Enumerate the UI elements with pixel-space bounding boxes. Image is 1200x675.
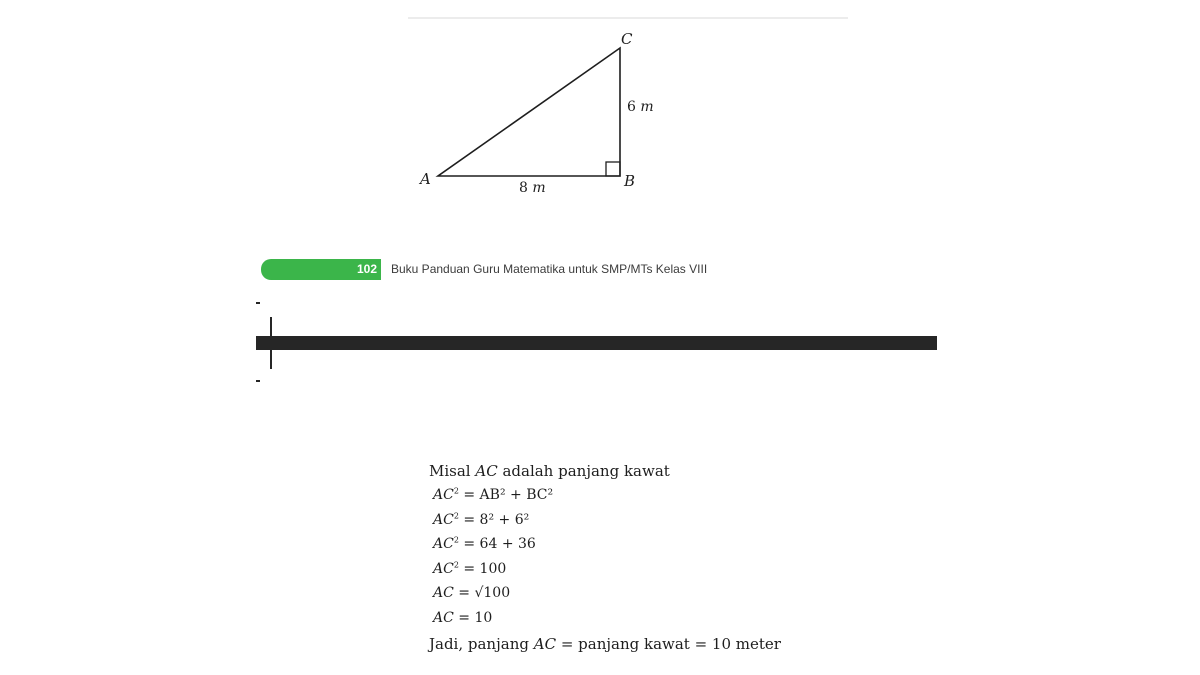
equation-step-1 [429, 483, 849, 508]
base-unit: m [532, 180, 546, 196]
equation-step-4 [429, 557, 849, 582]
step-lhs: AC [433, 560, 454, 577]
step-rhs: = √100 [458, 585, 511, 601]
height-measure [627, 99, 654, 115]
vertex-c-label: C [621, 30, 633, 48]
right-triangle-figure [400, 20, 700, 205]
step-lhs-exponent: 2 [453, 486, 459, 496]
crop-mark-bottom [256, 380, 260, 382]
solution-intro [429, 459, 849, 483]
step-lhs: AC [433, 609, 454, 626]
intro-variable: AC [475, 462, 498, 480]
page-separator-bar [256, 336, 937, 350]
step-lhs: AC [433, 511, 454, 528]
step-rhs: = AB² + BC² [463, 487, 554, 503]
page-footer [261, 259, 821, 281]
right-angle-marker [606, 162, 620, 176]
step-lhs: AC [433, 536, 454, 552]
step-lhs-exponent: 2 [453, 535, 459, 545]
vertex-b-label: B [624, 172, 636, 190]
scan-artifact-line [408, 17, 848, 19]
intro-suffix: adalah panjang kawat [497, 462, 670, 480]
vertex-a-label: A [420, 170, 431, 188]
step-lhs: AC [433, 487, 454, 503]
step-rhs: = 10 [458, 609, 493, 626]
step-rhs: = 64 + 36 [463, 536, 536, 552]
equation-step-6 [429, 606, 849, 631]
triangle-abc [438, 48, 620, 176]
conclusion-variable: AC [533, 635, 557, 653]
page-number-tab [261, 259, 381, 280]
height-value: 6 [627, 99, 636, 115]
base-value: 8 [519, 180, 528, 196]
equation-step-5 [429, 581, 849, 606]
book-title: Buku Panduan Guru Matematika untuk SMP/MTs Kelas VIII [391, 262, 708, 276]
crop-mark-top [256, 302, 260, 304]
height-unit: m [640, 99, 654, 115]
step-lhs-exponent: 2 [453, 559, 459, 569]
step-lhs: AC [433, 585, 454, 601]
base-measure [519, 180, 546, 196]
conclusion-prefix: Jadi, panjang [429, 635, 534, 653]
conclusion-suffix: = panjang kawat = 10 meter [556, 635, 781, 653]
step-lhs-exponent: 2 [453, 510, 459, 520]
triangle-svg [400, 20, 700, 205]
equation-step-2 [429, 508, 849, 533]
step-rhs: = 8² + 6² [463, 511, 530, 528]
equation-step-3 [429, 532, 849, 557]
step-rhs: = 100 [463, 560, 507, 577]
intro-prefix: Misal [429, 462, 476, 480]
solution-conclusion [429, 632, 849, 657]
solution-block [429, 459, 849, 657]
page-number: 102 [356, 262, 377, 276]
